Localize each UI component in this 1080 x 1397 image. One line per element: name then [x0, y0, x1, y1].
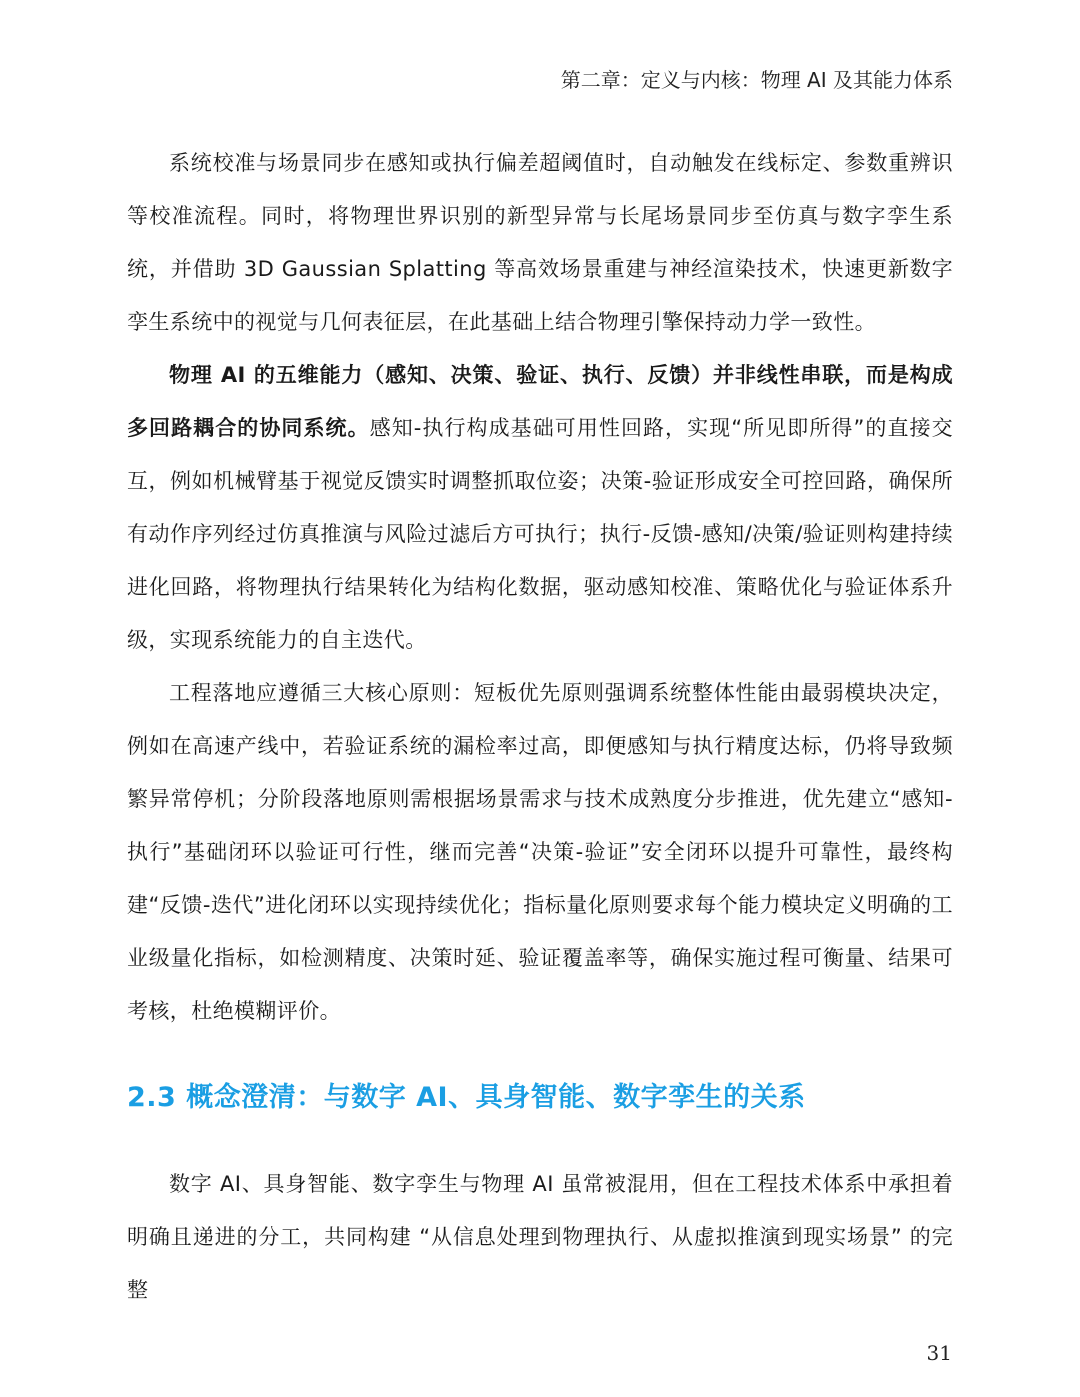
body-content [127, 137, 953, 1317]
header-rule [127, 104, 953, 105]
paragraph-engineering-principles [127, 667, 953, 1038]
paragraph-calibration-text: 系统校准与场景同步在感知或执行偏差超阈值时，自动触发在线标定、参数重辨识等校准流程。同时，将物理世界识别的新型异常与长尾场景同步至仿真与数字孪生系统，并借助 3D Gaussian Splatting 等高效场景重建与神经渲染技术，快速更新数字孪生系统中的视觉与几何表征层，在此基础上结合物理引擎保持动力学一致性。 [127, 151, 953, 334]
paragraph-engineering-principles-text: 工程落地应遵循三大核心原则：短板优先原则强调系统整体性能由最弱模块决定，例如在高速产线中，若验证系统的漏检率过高，即便感知与执行精度达标，仍将导致频繁异常停机；分阶段落地原则需根据场景需求与技术成熟度分步推进，优先建立“感知-执行”基础闭环以验证可行性，继而完善“决策-验证”安全闭环以提升可靠性，最终构建“反馈-迭代”进化闭环以实现持续优化；指标量化原则要求每个能力模块定义明确的工业级量化指标，如检测精度、决策时延、验证覆盖率等，确保实施过程可衡量、结果可考核，杜绝模糊评价。 [127, 681, 953, 1023]
paragraph-concept-clarification [127, 1158, 953, 1317]
page-number: 31 [926, 1341, 952, 1365]
paragraph-calibration [127, 137, 953, 349]
paragraph-five-capabilities-text: 感知-执行构成基础可用性回路，实现“所见即所得”的直接交互，例如机械臂基于视觉反馈实时调整抓取位姿；决策-验证形成安全可控回路，确保所有动作序列经过仿真推演与风险过滤后方可执行；执行-反馈-感知/决策/验证则构建持续进化回路，将物理执行结果转化为结构化数据，驱动感知校准、策略优化与验证体系升级，实现系统能力的自主迭代。 [127, 416, 953, 652]
paragraph-concept-clarification-text: 数字 AI、具身智能、数字孪生与物理 AI 虽常被混用，但在工程技术体系中承担着明确且递进的分工，共同构建 “从信息处理到物理执行、从虚拟推演到现实场景” 的完整 [127, 1172, 953, 1302]
paragraph-five-capabilities [127, 349, 953, 667]
section-heading: 2.3 概念澄清：与数字 AI、具身智能、数字孪生的关系 [127, 1082, 806, 1113]
paragraph-five-capabilities-lead: 物理 AI 的五维能力（感知、决策、验证、执行、反馈）并非线性串联，而是构成多回路耦合的协同系统。 [127, 363, 953, 440]
running-header: 第二章：定义与内核：物理 AI 及其能力体系 [560, 68, 953, 92]
